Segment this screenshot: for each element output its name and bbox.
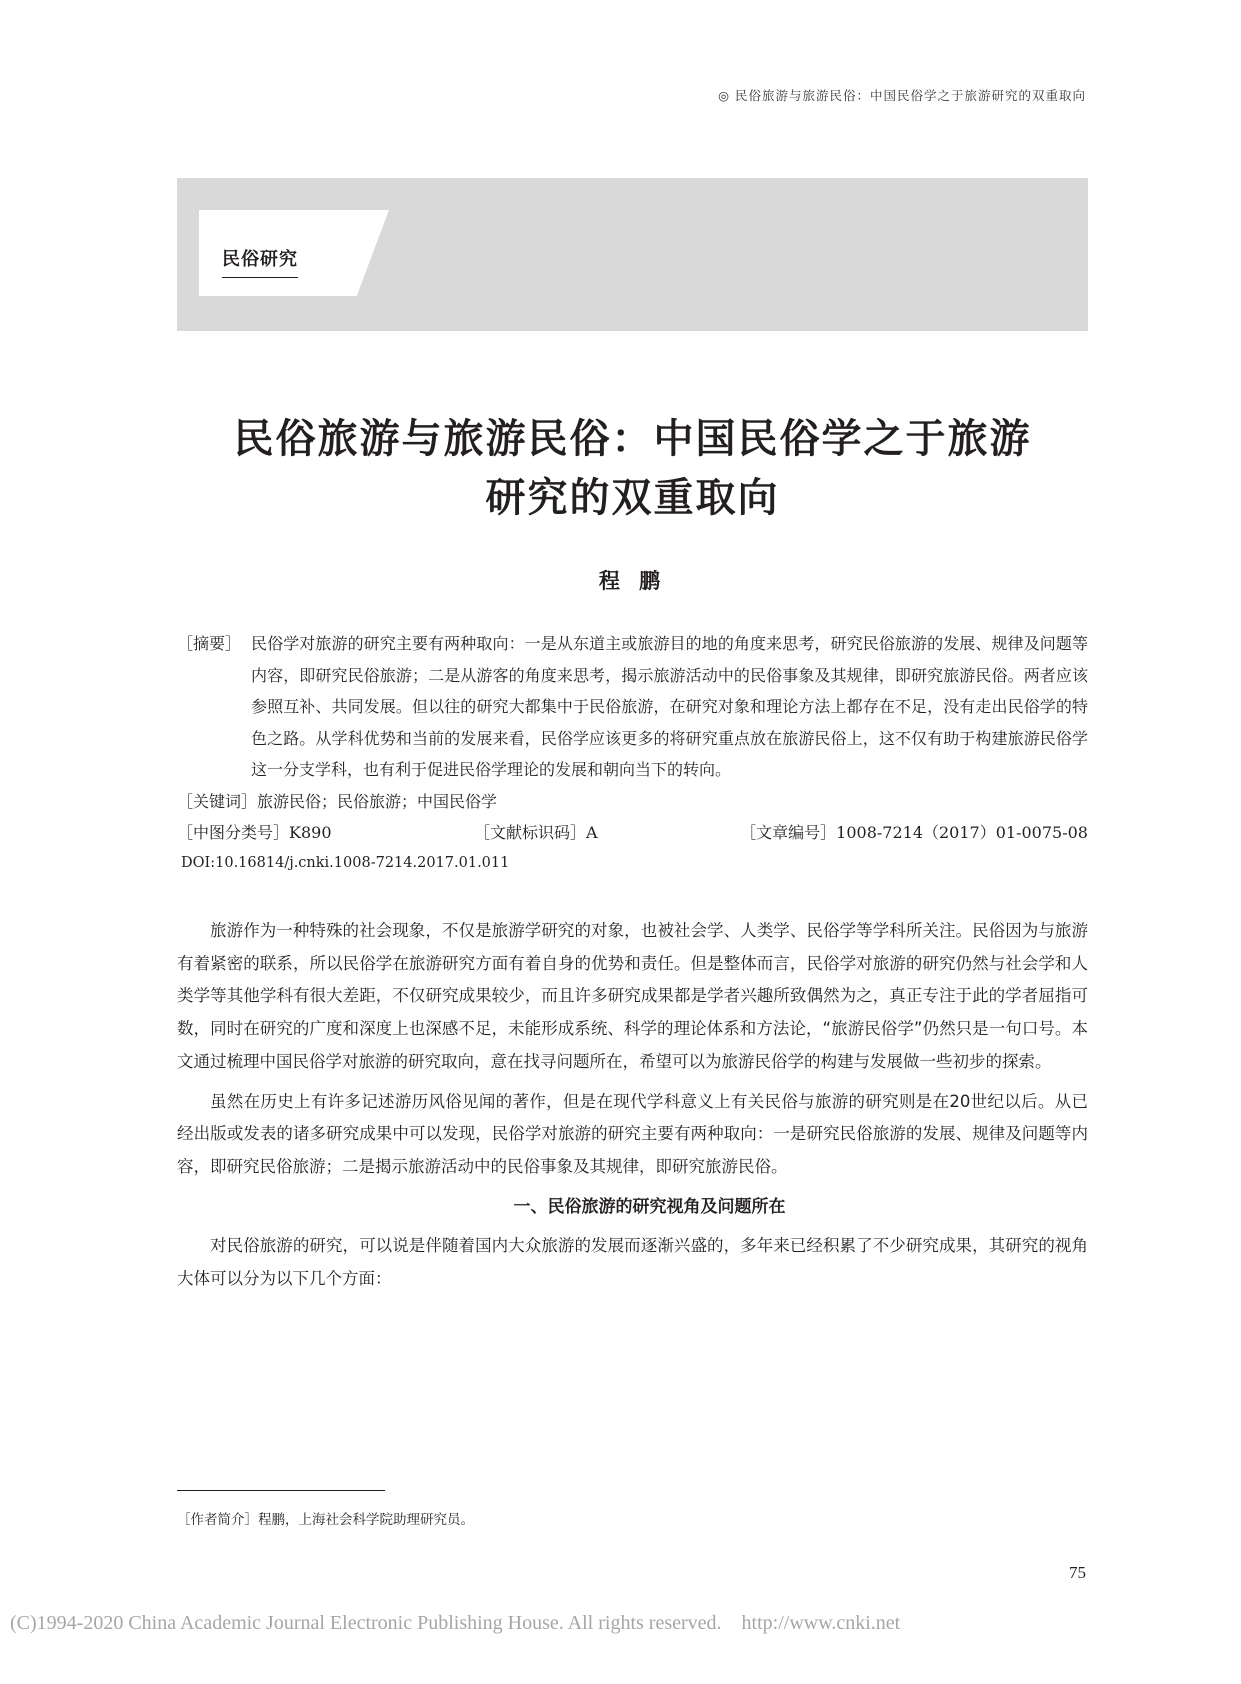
page-number: 75 bbox=[1069, 1563, 1086, 1582]
copyright-watermark: (C)1994-2020 China Academic Journal Electronic Publishing House. All rights reserved. http://www.cnki.net bbox=[10, 1612, 901, 1634]
author-footnote: ［作者简介］程鹏，上海社会科学院助理研究员。 bbox=[177, 1512, 474, 1528]
title-line-1: 民俗旅游与旅游民俗：中国民俗学之于旅游 bbox=[233, 416, 1032, 462]
author-name: 程 鹏 bbox=[598, 569, 667, 593]
abstract-text: 民俗学对旅游的研究主要有两种取向：一是从东道主或旅游目的地的角度来思考，研究民俗旅游的发展、规律及问题等内容，即研究民俗旅游；二是从游客的角度来思考，揭示旅游活动中的民俗事象及其规律，即研究旅游民俗。两者应该参照互补、共同发展。但以往的研究大都集中于民俗旅游，在研究对象和理论方法上都存在不足，没有走出民俗学的特色之路。从学科优势和当前的发展来看，民俗学应该更多的将研究重点放在旅游民俗上，这不仅有助于构建旅游民俗学这一分支学科，也有利于促进民俗学理论的发展和朝向当下的转向。 bbox=[251, 634, 1088, 779]
paragraph: 虽然在历史上有许多记述游历风俗见闻的著作，但是在现代学科意义上有关民俗与旅游的研究则是在20世纪以后。从已经出版或发表的诸多研究成果中可以发现，民俗学对旅游的研究主要有两种取向：一是研究民俗旅游的发展、规律及问题等内容，即研究民俗旅游；二是揭示旅游活动中的民俗事象及其规律，即研究旅游民俗。 bbox=[177, 1091, 1088, 1176]
classification-row bbox=[177, 817, 1088, 848]
running-head: ◎ 民俗旅游与旅游民俗：中国民俗学之于旅游研究的双重取向 bbox=[718, 88, 1086, 103]
article-title bbox=[177, 410, 1088, 528]
footnote-rule bbox=[177, 1490, 385, 1491]
abstract-block bbox=[177, 628, 1088, 879]
title-line-2: 研究的双重取向 bbox=[485, 475, 780, 521]
document-code: ［文献标识码］A bbox=[474, 822, 598, 842]
paragraph: 旅游作为一种特殊的社会现象，不仅是旅游学研究的对象，也被社会学、人类学、民俗学等学科所关注。民俗因为与旅游有着紧密的联系，所以民俗学在旅游研究方面有着自身的优势和责任。但是整体而言，民俗学对旅游的研究仍然与社会学和人类学等其他学科有很大差距，不仅研究成果较少，而且许多研究成果都是学者兴趣所致偶然为之，真正专注于此的学者屈指可数，同时在研究的广度和深度上也深感不足，未能形成系统、科学的理论体系和方法论，“旅游民俗学”仍然只是一句口号。本文通过梳理中国民俗学对旅游的研究取向，意在找寻问题所在，希望可以为旅游民俗学的构建与发展做一些初步的探索。 bbox=[177, 921, 1088, 1071]
abstract bbox=[177, 628, 1088, 786]
article-number: ［文章编号］1008-7214（2017）01-0075-08 bbox=[740, 822, 1088, 842]
body-text bbox=[177, 915, 1088, 1303]
paragraph: 对民俗旅游的研究，可以说是伴随着国内大众旅游的发展而逐渐兴盛的，多年来已经积累了不少研究成果，其研究的视角大体可以分为以下几个方面： bbox=[177, 1236, 1088, 1289]
section-banner bbox=[177, 178, 1088, 331]
section-label: 民俗研究 bbox=[222, 245, 298, 278]
doi: DOI:10.16814/j.cnki.1008-7214.2017.01.011 bbox=[181, 854, 510, 871]
section-heading: 一、民俗旅游的研究视角及问题所在 bbox=[513, 1196, 786, 1217]
abstract-label: ［摘要］ bbox=[177, 634, 242, 653]
clc-number: ［中图分类号］K890 bbox=[177, 822, 332, 842]
keywords: ［关键词］旅游民俗；民俗旅游；中国民俗学 bbox=[177, 791, 498, 811]
